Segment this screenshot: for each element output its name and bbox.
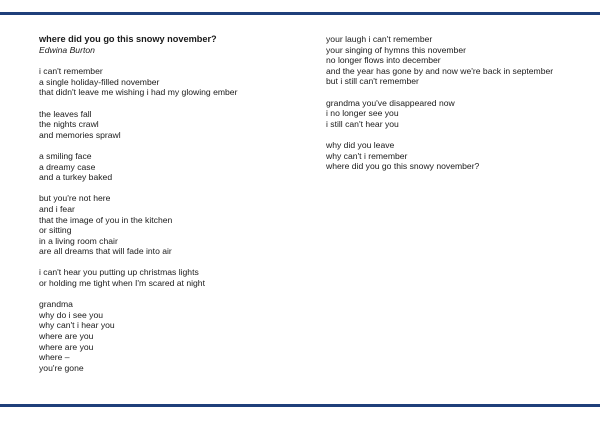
poem-line: are all dreams that will fade into air: [39, 246, 172, 257]
right-column: [326, 34, 586, 182]
poem-line: your singing of hymns this november: [326, 44, 466, 55]
poem-line: a smiling face: [39, 150, 92, 161]
stanza: [39, 151, 299, 183]
stanza: [326, 34, 586, 87]
poem-line: i can't hear you putting up christmas lights: [39, 267, 199, 278]
stanza: [39, 299, 299, 373]
poem-line: and a turkey baked: [39, 172, 113, 183]
stanza: [39, 193, 299, 257]
left-column: [39, 34, 299, 384]
stanza: [326, 140, 586, 172]
poem-line: why do i see you: [39, 309, 104, 320]
poem-line: your laugh i can't remember: [326, 34, 433, 44]
poem-line: that the image of you in the kitchen: [39, 214, 173, 225]
poem-title: where did you go this snowy november?: [39, 34, 217, 44]
poem-line: where are you: [39, 341, 94, 352]
poem-line: and i fear: [39, 203, 75, 214]
stanza: [326, 98, 586, 130]
poem-line: or holding me tight when I'm scared at night: [39, 278, 205, 289]
poem-line: a dreamy case: [39, 161, 96, 172]
poem-line: why can't i remember: [326, 150, 408, 161]
poem-author: Edwina Burton: [39, 45, 95, 55]
poem-line: i can't remember: [39, 66, 103, 77]
poem-line: that didn't leave me wishing i had my glowing ember: [39, 87, 238, 98]
poem-line: or sitting: [39, 225, 72, 236]
poem-line: but you're not here: [39, 193, 111, 204]
stanza: [39, 109, 299, 141]
poem-line: you're gone: [39, 362, 84, 373]
poem-line: i still can't hear you: [326, 118, 399, 129]
poem-line: grandma you've disappeared now: [326, 97, 455, 108]
poem-line: the leaves fall: [39, 108, 92, 119]
poem-line: grandma: [39, 299, 73, 310]
stanza: [39, 267, 299, 288]
bottom-rule: [0, 404, 600, 407]
poem-line: where –: [39, 352, 70, 363]
poem-line: in a living room chair: [39, 235, 118, 246]
poem-line: where did you go this snowy november?: [326, 161, 480, 172]
poem-line: a single holiday-filled november: [39, 76, 160, 87]
poem-line: where are you: [39, 331, 94, 342]
poem-line: the nights crawl: [39, 119, 99, 130]
poem-line: why did you leave: [326, 139, 395, 150]
poem-line: and the year has gone by and now we're back in september: [326, 65, 554, 76]
poem-line: why can't i hear you: [39, 320, 115, 331]
poem-line: but i still can't remember: [326, 76, 419, 87]
poem-line: and memories sprawl: [39, 129, 121, 140]
poem-line: no longer flows into december: [326, 55, 441, 66]
poem-line: i no longer see you: [326, 108, 399, 119]
top-rule: [0, 12, 600, 15]
stanza: [39, 66, 299, 98]
